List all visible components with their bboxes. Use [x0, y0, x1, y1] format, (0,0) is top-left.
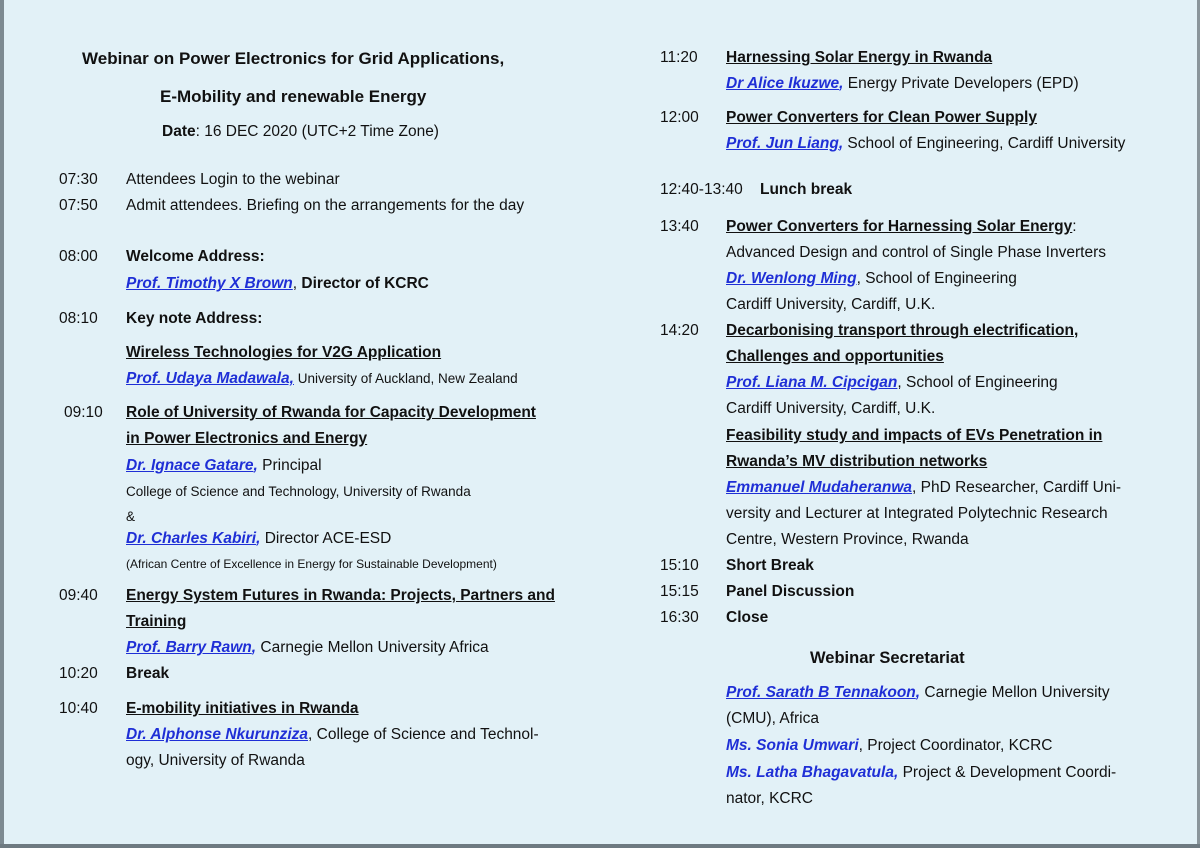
speaker-affiliation: University of Auckland, New Zealand: [293, 371, 518, 386]
separator: ,: [915, 684, 921, 701]
talk-title: Power Converters for Clean Power Supply: [726, 109, 1037, 126]
speaker-link[interactable]: Prof. Udaya Madawala,: [126, 370, 294, 387]
date-value: : 16 DEC 2020 (UTC+2 Time Zone): [195, 123, 439, 140]
time: 10:40: [59, 700, 98, 717]
speaker-line: [126, 275, 429, 293]
speaker-affiliation: Energy Private Developers (EPD): [843, 75, 1079, 92]
speaker-affiliation-cont: ogy, University of Rwanda: [126, 752, 305, 769]
talk-title: E-mobility initiatives in Rwanda: [126, 700, 359, 717]
time: 13:40: [660, 218, 699, 235]
left-border: [0, 0, 4, 848]
speaker-line: [126, 370, 518, 388]
time: 12:00: [660, 109, 699, 126]
time: 08:00: [59, 248, 98, 265]
session-title: Panel Discussion: [726, 583, 855, 600]
speaker-affiliation-cont: Cardiff University, Cardiff, U.K.: [726, 296, 936, 313]
speaker-link[interactable]: Dr Alice Ikuzwe: [726, 75, 840, 92]
time: 07:30: [59, 171, 98, 188]
speaker-2-affiliation-cont: versity and Lecturer at Integrated Polytechnic Research: [726, 505, 1108, 522]
separator: ,: [839, 75, 844, 92]
speaker-affiliation: , School of Engineering: [897, 374, 1058, 391]
time: 15:15: [660, 583, 699, 600]
separator: ,: [838, 135, 844, 152]
talk-title-line-1: [726, 322, 1078, 340]
speaker-2-affiliation-cont-2: Centre, Western Province, Rwanda: [726, 531, 969, 548]
time: 15:10: [660, 557, 699, 574]
speaker-link[interactable]: Prof. Timothy X Brown: [126, 275, 293, 292]
speaker-line: [126, 639, 489, 657]
separator: ,: [256, 530, 261, 547]
speaker-link-2[interactable]: Emmanuel Mudaheranwa: [726, 479, 913, 496]
time: 12:40-13:40: [660, 181, 743, 198]
speaker-line: [126, 726, 539, 744]
title-line-1: Webinar on Power Electronics for Grid Applications,: [82, 49, 505, 68]
speaker-link[interactable]: Dr. Ignace Gatare: [126, 457, 254, 474]
ampersand: &: [126, 509, 136, 524]
speaker-link[interactable]: Prof. Liana M. Cipcigan: [726, 374, 898, 391]
session-title: Close: [726, 609, 769, 626]
talk-title: Decarbonising transport through electrification: [726, 322, 1074, 339]
talk-title-line-2: Challenges and opportunities: [726, 348, 944, 365]
speaker-line-2: [126, 530, 391, 548]
separator: ,: [251, 639, 257, 656]
speaker-link[interactable]: Dr. Wenlong Ming: [726, 270, 857, 287]
talk-title-line: [726, 218, 1077, 236]
date-label: Date: [162, 123, 196, 140]
time: 09:10: [64, 404, 103, 421]
session-title: Lunch break: [760, 181, 853, 198]
talk-title-line-1: Energy System Futures in Rwanda: Projects, Partners and: [126, 587, 555, 604]
speaker-link[interactable]: Dr. Alphonse Nkurunziza: [126, 726, 309, 743]
talk-title: Wireless Technologies for V2G Application: [126, 344, 442, 361]
speaker-link[interactable]: Prof. Barry Rawn: [126, 639, 252, 656]
colon: :: [1072, 218, 1077, 235]
date-line: [162, 123, 439, 141]
speaker-affiliation: , College of Science and Technol-: [308, 726, 539, 743]
speaker-affiliation-cont: Cardiff University, Cardiff, U.K.: [726, 400, 936, 417]
contact-1-affiliation-cont: (CMU), Africa: [726, 710, 819, 727]
talk-2-title-line-2: Rwanda’s MV distribution networks: [726, 453, 988, 470]
speaker-affiliation: School of Engineering, Cardiff University: [843, 135, 1126, 152]
speaker-line: [726, 270, 1017, 288]
secretariat-heading: Webinar Secretariat: [810, 649, 965, 667]
bottom-border: [0, 844, 1200, 848]
contact-2-affiliation: , Project Coordinator, KCRC: [858, 737, 1053, 754]
session-text: Admit attendees. Briefing on the arrangements for the day: [126, 197, 525, 214]
comma: ,: [1073, 322, 1079, 339]
session-title: Welcome Address:: [126, 248, 265, 265]
talk-title-line-2: in Power Electronics and Energy: [126, 430, 368, 447]
speaker-role-2: Director ACE-ESD: [260, 530, 392, 547]
talk-title: Harnessing Solar Energy in Rwanda: [726, 49, 993, 66]
speaker-role: Principal: [257, 457, 322, 474]
time: 11:20: [660, 49, 698, 66]
contact-2-line: [726, 737, 1052, 755]
speaker-line: [126, 457, 322, 475]
session-title: Short Break: [726, 557, 814, 574]
talk-title-line-1: Role of University of Rwanda for Capacity Development: [126, 404, 536, 421]
separator: ,: [292, 275, 302, 292]
speaker-line: [726, 75, 1079, 93]
speaker-2-line: [726, 479, 1121, 497]
speaker-role: Director of KCRC: [301, 275, 429, 292]
time: 09:40: [59, 587, 98, 604]
contact-1-affiliation: Carnegie Mellon University: [920, 684, 1110, 701]
speaker-affiliation-2: (African Centre of Excellence in Energy for Sustainable Development): [126, 557, 497, 571]
session-title: Key note Address:: [126, 310, 263, 327]
talk-subtitle: Advanced Design and control of Single Phase Inverters: [726, 244, 1106, 261]
contact-3-name[interactable]: Ms. Latha Bhagavatula,: [726, 764, 899, 781]
contact-2-name[interactable]: Ms. Sonia Umwari: [726, 737, 859, 754]
contact-1-link[interactable]: Prof. Sarath B Tennakoon: [726, 684, 916, 701]
talk-title-line-2: Training: [126, 613, 187, 630]
time: 16:30: [660, 609, 699, 626]
speaker-affiliation: Carnegie Mellon University Africa: [256, 639, 489, 656]
time: 10:20: [59, 665, 98, 682]
contact-1-line: [726, 684, 1110, 702]
speaker-affiliation: College of Science and Technology, University of Rwanda: [126, 484, 471, 499]
session-text: Attendees Login to the webinar: [126, 171, 340, 188]
talk-2-title-line-1: Feasibility study and impacts of EVs Penetration in: [726, 427, 1103, 444]
time: 08:10: [59, 310, 98, 327]
speaker-line: [726, 135, 1125, 153]
speaker-affiliation: , School of Engineering: [856, 270, 1017, 287]
speaker-line: [726, 374, 1058, 392]
session-title: Break: [126, 665, 170, 682]
speaker-link-2[interactable]: Dr. Charles Kabiri: [126, 530, 257, 547]
separator: ,: [253, 457, 258, 474]
contact-3-affiliation: Project & Development Coordi-: [898, 764, 1117, 781]
speaker-link[interactable]: Prof. Jun Liang: [726, 135, 839, 152]
talk-title: Power Converters for Harnessing Solar Energy: [726, 218, 1073, 235]
contact-3-line: [726, 764, 1116, 782]
contact-3-affiliation-cont: nator, KCRC: [726, 790, 814, 807]
time: 14:20: [660, 322, 699, 339]
speaker-2-affiliation: , PhD Researcher, Cardiff Uni-: [912, 479, 1122, 496]
time: 07:50: [59, 197, 98, 214]
title-line-2: E-Mobility and renewable Energy: [160, 87, 427, 106]
